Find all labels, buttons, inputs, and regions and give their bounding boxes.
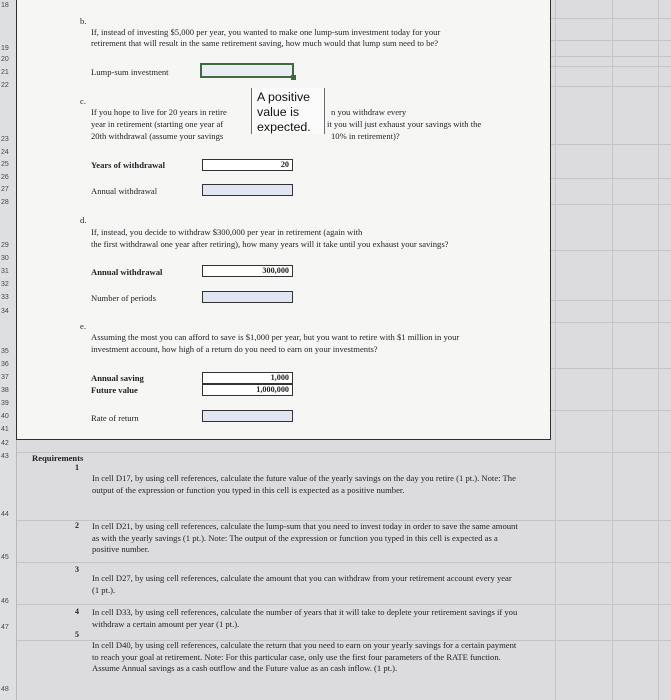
requirement-text: In cell D27, by using cell references, calculate the amount that you can withdraw from your retirement account every year (1 pt.). <box>92 573 512 595</box>
requirement-number: 4 <box>75 607 79 616</box>
tooltip-line: A positive <box>257 90 311 104</box>
part-c-text-line1-left: If you hope to live for 20 years in retire <box>91 107 227 117</box>
requirement-text: In cell D17, by using cell references, calculate the future value of the yearly savings on the day you retire (1 pt.). Note: The output of the expression or function you typed in this cell is expected as a positive number. <box>92 473 516 495</box>
part-b-question-line2: retirement that will result in the same retirement saving, how much would that lump sum need to be? <box>91 38 439 48</box>
row-number[interactable]: 25 <box>1 161 9 168</box>
row-number[interactable]: 28 <box>1 199 9 206</box>
annual-withdrawal-label-d: Annual withdrawal <box>91 267 163 277</box>
requirement-number: 2 <box>75 521 79 530</box>
years-of-withdrawal-value[interactable]: 20 <box>202 159 293 171</box>
row-number[interactable]: 47 <box>1 624 9 631</box>
row-number[interactable]: 38 <box>1 387 9 394</box>
row-number[interactable]: 24 <box>1 149 9 156</box>
row-number[interactable]: 46 <box>1 598 9 605</box>
part-e-question-line2: investment account, how high of a return do you need to earn on your investments? <box>91 344 378 354</box>
rate-of-return-input-cell[interactable] <box>202 410 293 422</box>
part-c-text-line2-right: it you will just exhaust your savings with the <box>327 119 482 129</box>
requirement-text: In cell D33, by using cell references, calculate the number of years that it will take to deplete your retirement savings if you withdraw a certain amount per year (1 pt.). <box>92 607 518 629</box>
part-c-text-line2-left: year in retirement (starting one year af <box>91 119 224 129</box>
part-d-question-line1: If, instead, you decide to withdraw $300,000 per year in retirement (again with <box>91 227 363 237</box>
row-number[interactable]: 45 <box>1 554 9 561</box>
row-number[interactable]: 22 <box>1 82 9 89</box>
annual-saving-label: Annual saving <box>91 373 144 383</box>
annual-withdrawal-label: Annual withdrawal <box>91 186 158 196</box>
years-of-withdrawal-label: Years of withdrawal <box>91 160 165 170</box>
input-message-tooltip <box>251 88 325 134</box>
requirement-number: 1 <box>75 463 79 472</box>
part-b-question-line1: If, instead of investing $5,000 per year, you wanted to make one lump-sum investment today for your <box>91 27 441 37</box>
part-c-letter: c. <box>80 96 86 106</box>
row-number[interactable]: 36 <box>1 361 9 368</box>
tooltip-line: expected. <box>257 120 311 134</box>
row-number[interactable]: 34 <box>1 308 9 315</box>
annual-withdrawal-input-cell[interactable] <box>202 184 293 196</box>
tooltip-line: value is <box>257 105 300 119</box>
row-number[interactable]: 26 <box>1 174 9 181</box>
grid-column-line <box>555 0 556 700</box>
grid-row-line <box>16 452 671 453</box>
annual-withdrawal-value[interactable]: 300,000 <box>202 265 293 277</box>
requirement-text: In cell D21, by using cell references, calculate the lump-sum that you need to invest today in order to save the same amount as with the yearly savings (1 pt.). Note: The output of the expression or function you typed in this cell is expected as a positive number. <box>92 521 518 554</box>
part-e-question-line1: Assuming the most you can afford to save is $1,000 per year, but you want to retire with $1 million in your <box>91 332 460 342</box>
grid-row-line <box>16 604 671 605</box>
row-number[interactable]: 32 <box>1 281 9 288</box>
row-number[interactable]: 19 <box>1 45 9 52</box>
requirement-text: In cell D40, by using cell references, calculate the return that you need to earn on your yearly savings for a certain payment to reach your goal at retirement. Note: For this particular case, only use the first four parameters of the RATE function. Assume Annual savings as a cash outflow and the Future value as an cash inflow. (1 pt.). <box>92 640 517 673</box>
part-c-text-line1-right: n you withdraw every <box>331 107 407 117</box>
row-number[interactable]: 39 <box>1 400 9 407</box>
grid-column-line <box>658 0 659 700</box>
row-number[interactable]: 23 <box>1 136 9 143</box>
row-number[interactable]: 48 <box>1 686 9 693</box>
row-number[interactable]: 20 <box>1 56 9 63</box>
row-number[interactable]: 29 <box>1 242 9 249</box>
row-header-column <box>0 0 17 700</box>
rate-of-return-label: Rate of return <box>91 413 139 423</box>
lump-sum-label: Lump-sum investment <box>91 67 169 77</box>
part-c-text-line3-right: 10% in retirement)? <box>331 131 400 141</box>
grid-row-line <box>16 562 671 563</box>
number-of-periods-label: Number of periods <box>91 293 156 303</box>
part-b-letter: b. <box>80 16 87 26</box>
part-d-letter: d. <box>80 215 87 225</box>
row-number[interactable]: 41 <box>1 426 9 433</box>
fill-handle[interactable] <box>291 75 296 80</box>
requirement-number: 3 <box>75 565 79 574</box>
row-number[interactable]: 27 <box>1 186 9 193</box>
row-number[interactable]: 21 <box>1 69 9 76</box>
part-c-text-line3-left: 20th withdrawal (assume your savings <box>91 131 224 141</box>
number-of-periods-input-cell[interactable] <box>202 291 293 303</box>
future-value-value[interactable]: 1,000,000 <box>202 384 293 396</box>
row-number[interactable]: 37 <box>1 374 9 381</box>
part-e-letter: e. <box>80 321 86 331</box>
future-value-label: Future value <box>91 385 138 395</box>
row-number[interactable]: 33 <box>1 294 9 301</box>
requirements-title: Requirements <box>32 453 84 463</box>
row-number[interactable]: 31 <box>1 268 9 275</box>
row-number[interactable]: 18 <box>1 2 9 9</box>
row-number[interactable]: 44 <box>1 511 9 518</box>
row-number[interactable]: 30 <box>1 255 9 262</box>
row-number[interactable]: 35 <box>1 348 9 355</box>
row-number[interactable]: 40 <box>1 413 9 420</box>
annual-saving-value[interactable]: 1,000 <box>202 372 293 384</box>
lump-sum-input-cell[interactable] <box>200 63 294 78</box>
part-d-question-line2: the first withdrawal one year after retiring), how many years will it take until you exhaust your savings? <box>91 239 449 249</box>
row-number[interactable]: 43 <box>1 453 9 460</box>
grid-column-line <box>612 0 613 700</box>
requirement-number: 5 <box>75 630 79 639</box>
row-number[interactable]: 42 <box>1 440 9 447</box>
